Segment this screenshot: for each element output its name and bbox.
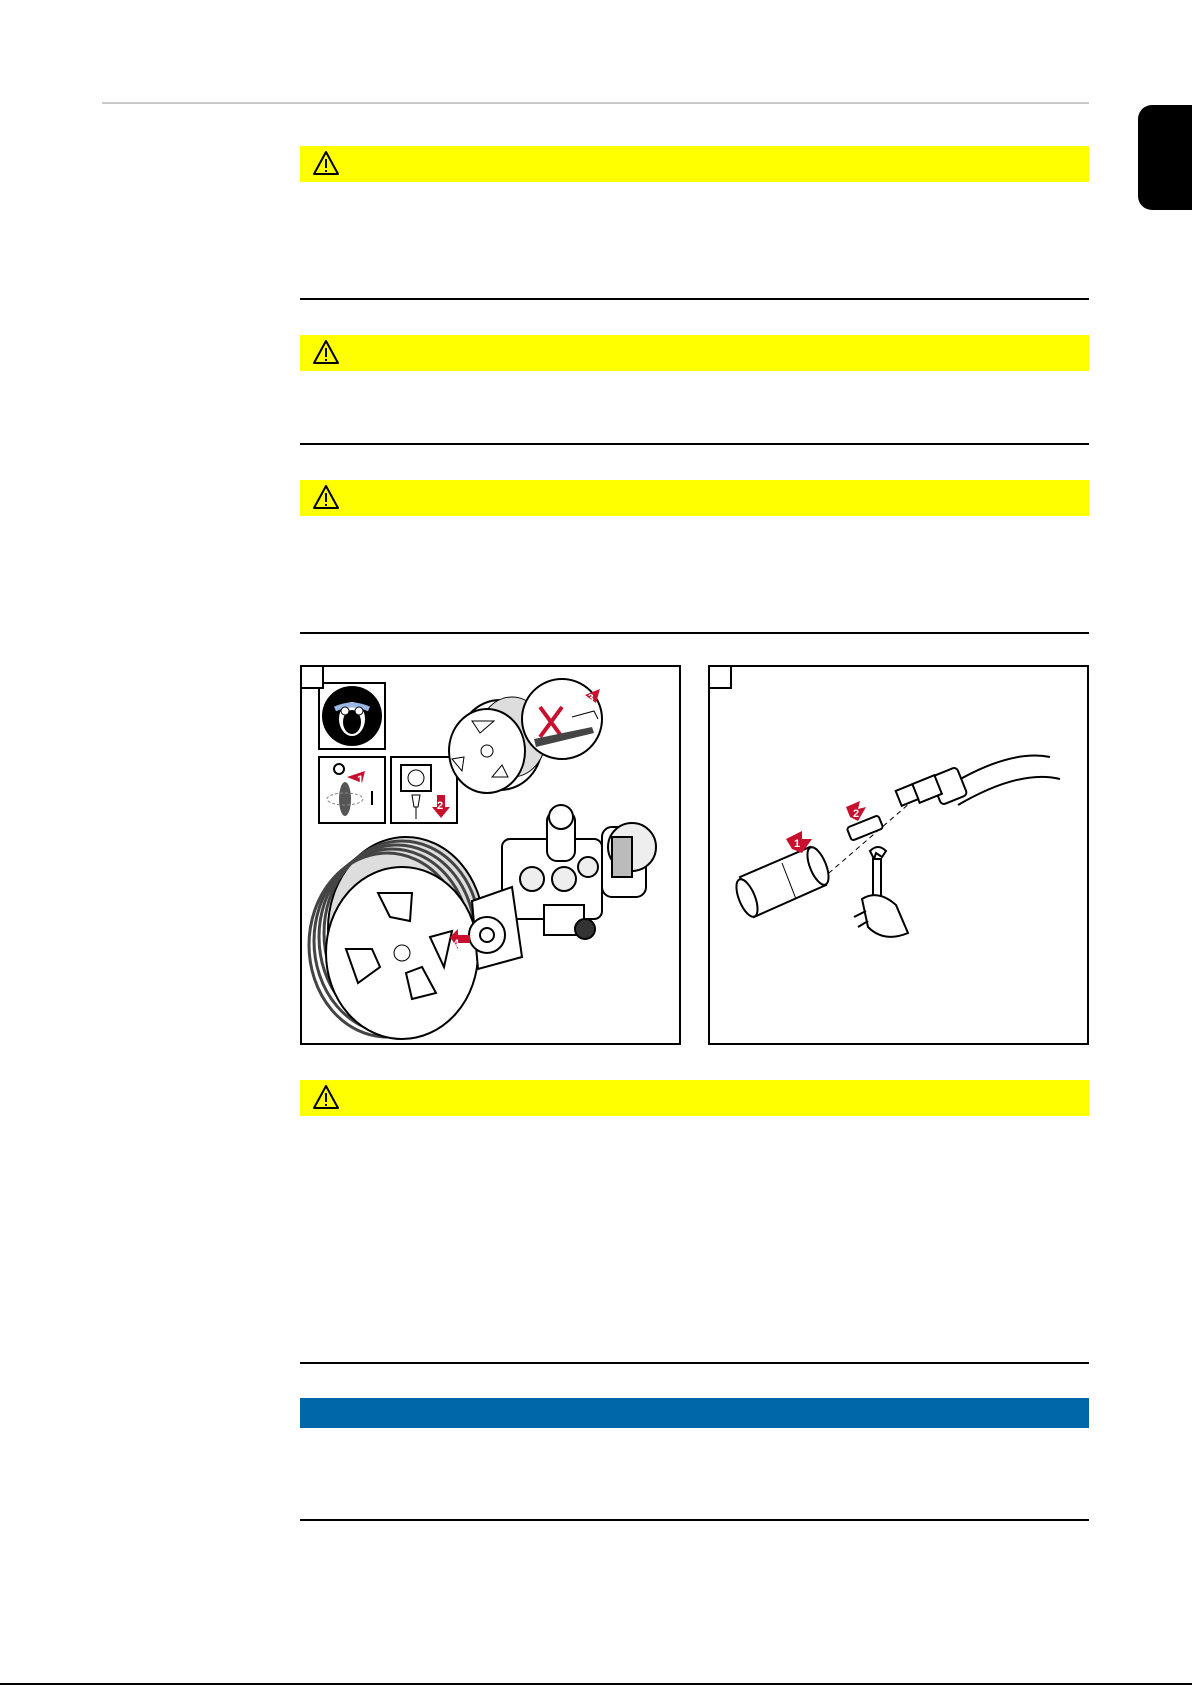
callout-2: 2	[853, 808, 860, 820]
section-divider	[300, 1362, 1089, 1364]
warning-triangle-icon	[312, 484, 340, 510]
section-divider	[300, 1519, 1089, 1521]
torch-neck	[896, 767, 968, 806]
wire-spool-small	[449, 679, 602, 793]
figure-wire-spool	[300, 665, 681, 1045]
callout-1: 1	[357, 773, 364, 787]
note-bar	[300, 1398, 1089, 1428]
warning-triangle-icon	[312, 339, 340, 365]
header-rule	[102, 102, 1089, 104]
section-divider	[300, 443, 1089, 445]
section-divider	[300, 632, 1089, 634]
callout-4: 4	[453, 938, 460, 950]
contact-tip	[846, 801, 883, 841]
callout-3: 3	[588, 693, 594, 704]
callout-1: 1	[794, 838, 801, 850]
warning-bar	[300, 480, 1089, 516]
callout-2: 2	[437, 800, 444, 812]
figure-torch-consumables	[708, 665, 1089, 1045]
step-number-box	[708, 665, 732, 689]
warning-bar	[300, 1080, 1089, 1116]
warning-triangle-icon	[312, 1084, 340, 1110]
wire-feeder-drive	[469, 805, 656, 969]
warning-triangle-icon	[312, 150, 340, 176]
gas-nozzle	[732, 831, 833, 920]
language-tab[interactable]	[1138, 105, 1192, 210]
section-divider	[300, 298, 1089, 300]
safety-goggles-icon	[319, 683, 385, 749]
power-switch-icon	[319, 757, 385, 823]
warning-bar	[300, 335, 1089, 371]
mains-plug-icon	[391, 757, 457, 823]
step-number-box	[300, 665, 324, 689]
warning-bar	[300, 146, 1089, 182]
wrench-hand	[854, 847, 908, 937]
